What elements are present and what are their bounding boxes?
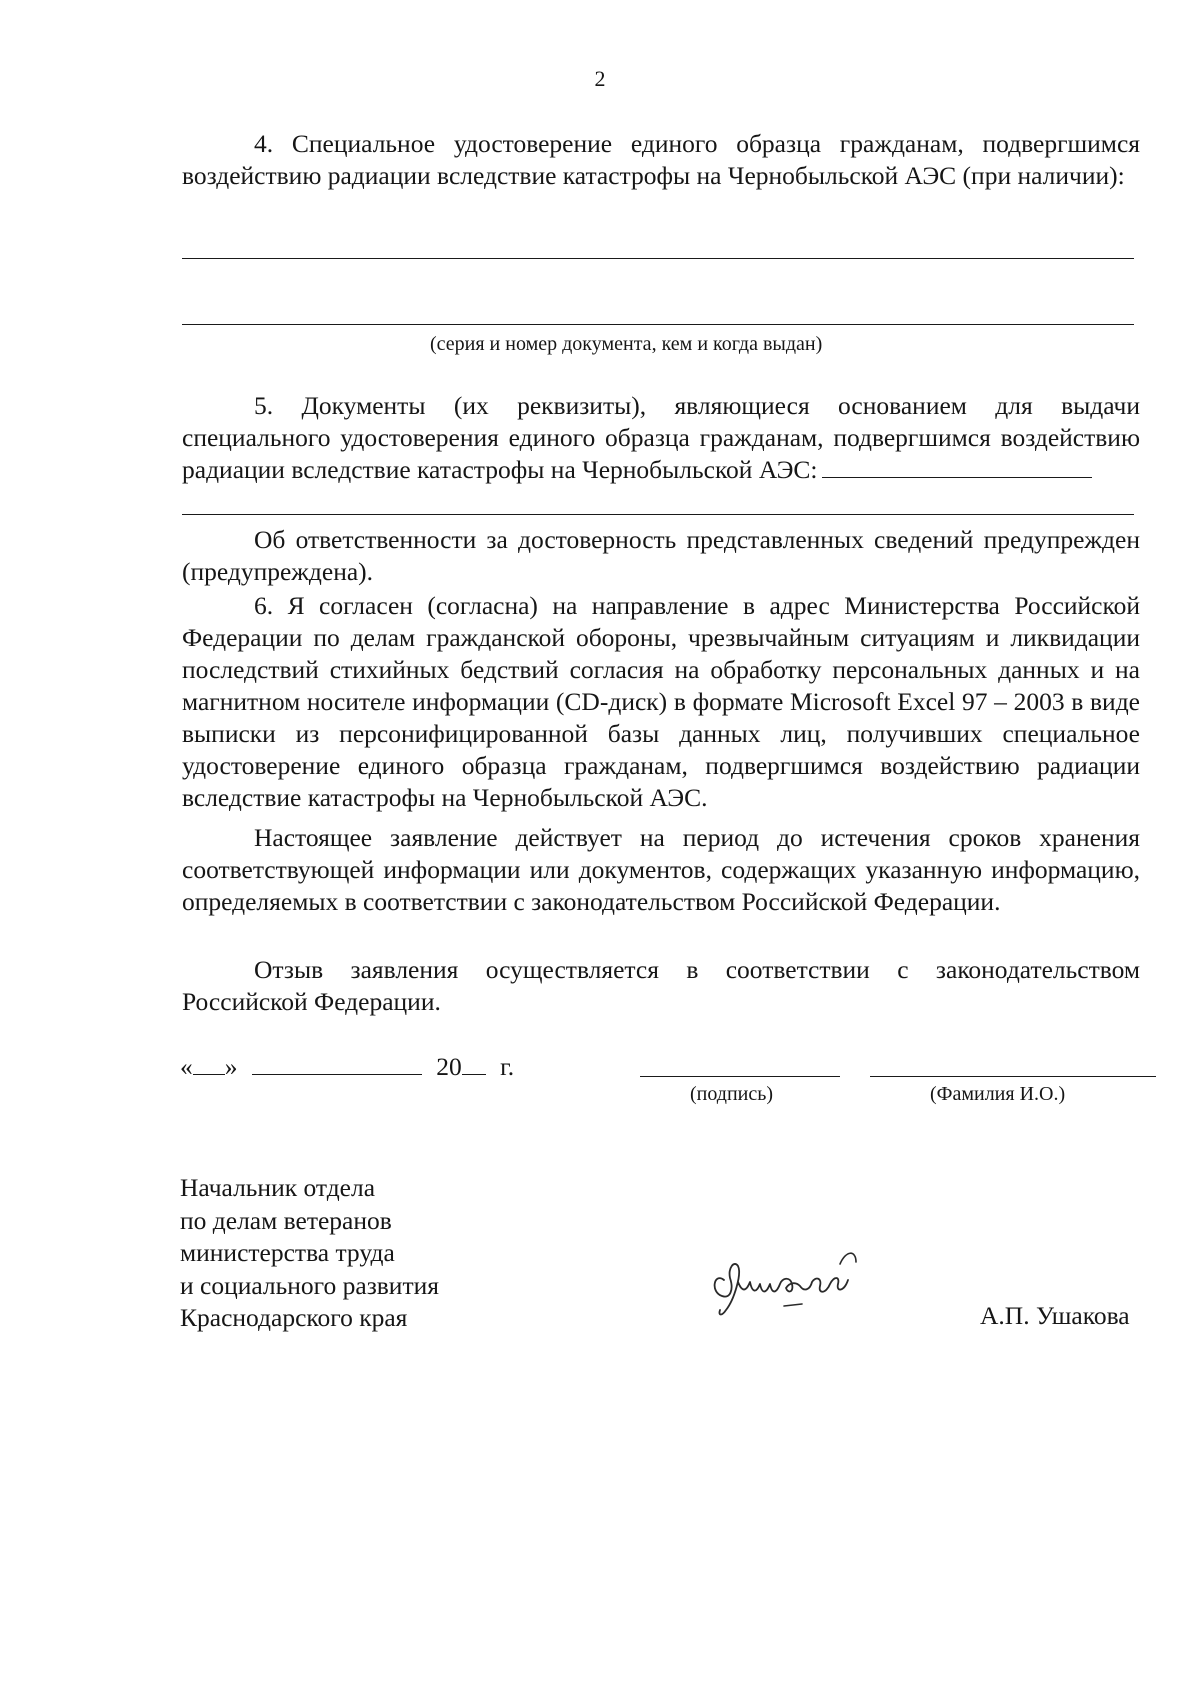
date-open-quote: « — [180, 1052, 193, 1081]
section-4-text: 4. Специальное удостоверение единого образца гражданам, подвергшимся воздействию радиации вследствие катастрофы на Чернобыльской АЭС (при наличии): — [182, 129, 1140, 190]
section-6-text: 6. Я согласен (согласна) на направление в адрес Министерства Российской Федерации по делам гражданской обороны, чрезвычайным ситуациям и ликвидации последствий стихийных бедствий согласия на обработку персональных данных и на магнитном носителе информации (CD-диск) в формате Microsoft Excel 97 – 2003 в виде выписки из персонифицированной базы данных лиц, получивших специальное удостоверение единого образца гражданам, подвергшимся воздействию радиации вследствие катастрофы на Чернобыльской АЭС. — [182, 591, 1140, 812]
section-5-text — [182, 390, 1140, 486]
date-line — [180, 1050, 514, 1083]
month-blank[interactable] — [252, 1050, 422, 1075]
signature-caption: (подпись) — [690, 1083, 774, 1105]
revocation-text: Отзыв заявления осуществляется в соответствии с законодательством Российской Федерации. — [182, 955, 1140, 1016]
signer-position — [180, 1172, 439, 1335]
responsibility-text: Об ответственности за достоверность представленных сведений предупрежден (предупреждена). — [182, 525, 1140, 586]
validity-text: Настоящее заявление действует на период до истечения сроков хранения соответствующей информации или документов, содержащих указанную информацию, определяемых в соответствии с законодательством Российской Федерации. — [182, 823, 1140, 916]
year-prefix: 20 — [436, 1052, 462, 1081]
year-suffix: г. — [500, 1052, 515, 1081]
fullname-caption: (Фамилия И.О.) — [930, 1083, 1066, 1105]
section-5-inline-blank[interactable] — [822, 455, 1092, 478]
section-5-body: 5. Документы (их реквизиты), являющиеся основанием для выдачи специального удостоверения единого образца гражданам, подвергшимся воздействию радиации вследствие катастрофы на Чернобыльской АЭС: — [182, 391, 1140, 484]
date-close-quote: » — [224, 1052, 238, 1081]
page-number: 2 — [594, 66, 606, 91]
day-blank[interactable] — [193, 1050, 225, 1075]
signer-position-line: и социального развития — [180, 1270, 439, 1300]
handwritten-signature — [700, 1242, 870, 1322]
year-blank[interactable] — [462, 1050, 486, 1075]
section-4-blank-line-2[interactable] — [182, 324, 1134, 325]
signer-position-line: Начальник отдела — [180, 1173, 376, 1202]
section-5-blank-line[interactable] — [182, 514, 1134, 515]
section-4-blank-line-1[interactable] — [182, 258, 1134, 259]
signer-position-line: министерства труда — [180, 1238, 395, 1267]
signer-name: А.П. Ушакова — [980, 1301, 1130, 1330]
signer-position-line: по делам ветеранов — [180, 1205, 392, 1235]
signer-position-line: Краснодарского края — [180, 1303, 408, 1332]
signature-blank-line[interactable] — [640, 1076, 840, 1077]
section-4-caption: (серия и номер документа, кем и когда выдан) — [430, 333, 823, 355]
fullname-blank-line[interactable] — [870, 1076, 1156, 1077]
